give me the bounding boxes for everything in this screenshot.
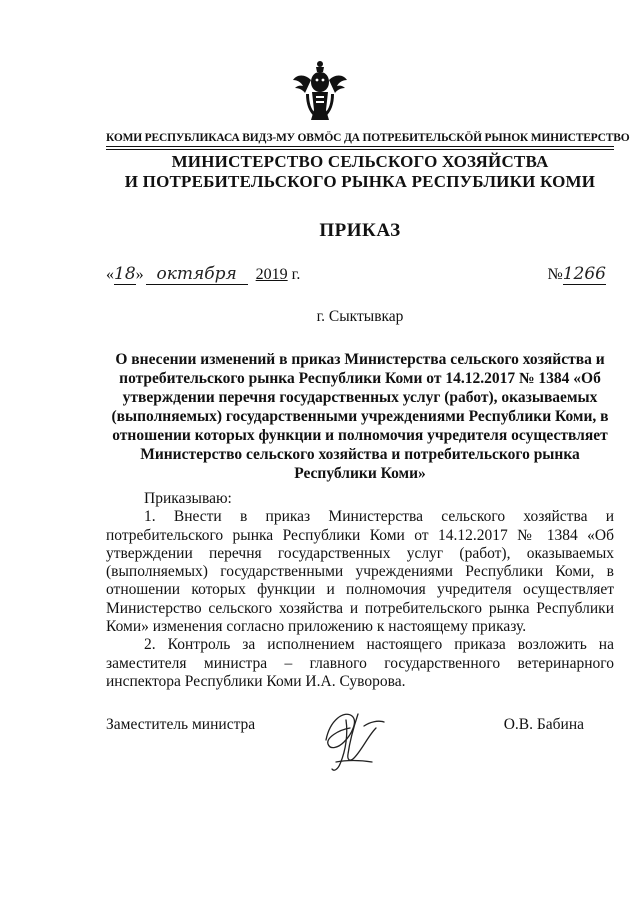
city: г. Сыктывкар [316, 308, 404, 325]
date-open-quote: « [106, 266, 114, 283]
ministry-name-line1: МИНИСТЕРСТВО СЕЛЬСКОГО ХОЗЯЙСТВА [171, 152, 549, 171]
signature-block [106, 708, 614, 778]
date-number-line [106, 260, 606, 286]
order-intro: Приказываю: [144, 490, 232, 507]
header-divider [106, 146, 614, 147]
date-year-suffix: г. [291, 266, 301, 283]
ministry-name-line2: И ПОТРЕБИТЕЛЬСКОГО РЫНКА РЕСПУБЛИКИ КОМИ [124, 172, 596, 191]
date-year: 2019 [255, 266, 288, 283]
signatory-position: Заместитель министра [106, 716, 256, 733]
date-day: 18 [114, 264, 136, 284]
header-divider-thin [106, 149, 614, 150]
date-month: октября [146, 264, 248, 285]
order-title: О внесении изменений в приказ Министерства сельского хозяйства и потребительского рынка Республики Коми от 14.12.2017 № 1384 «Об утверждении перечня государственных услуг (работ), оказываемых (выполняемых) государственными учреждениями Республики Коми, в отношении которых функции и полномочия учредителя осуществляет Министерство сельского хозяйства и потребительского рынка Республики Коми» [111, 351, 609, 482]
order-paragraph-2: 2. Контроль за исполнением настоящего приказа возложить на заместителя министра – главного государственного ветеринарного инспектора Республики Коми И.А. Суворова. [106, 636, 614, 690]
date-close-quote: » [135, 266, 144, 283]
order-paragraph-1: 1. Внести в приказ Министерства сельского хозяйства и потребительского рынка Республики Коми от 14.12.2017 № 1384 «Об утверждении перечня государственных услуг (работ), оказываемых (выполняемых) государственными учреждениями Республики Коми, в отношении которых функции и полномочия учредителя осуществляет Министерство сельского хозяйства и потребительского рынка Республики Коми» изменения согласно приложению к настоящему приказу. [106, 508, 614, 636]
document-date [106, 264, 300, 285]
ministry-name [100, 152, 620, 192]
order-body [106, 490, 614, 691]
document-type: ПРИКАЗ [319, 220, 401, 241]
header-ribbon-komi: КОМИ РЕСПУБЛИКАСА ВИДЗ-МУ ОВМÖС ДА ПОТРЕБИТЕЛЬСКÖЙ РЫНОК МИНИСТЕРСТВО [106, 132, 630, 144]
komi-coat-of-arms-icon [292, 58, 348, 124]
document-number [547, 264, 606, 285]
handwritten-signature-icon [316, 700, 396, 780]
number-prefix: № [547, 266, 563, 283]
signatory-name: О.В. Бабина [503, 716, 584, 733]
number-value: 1266 [562, 264, 606, 284]
